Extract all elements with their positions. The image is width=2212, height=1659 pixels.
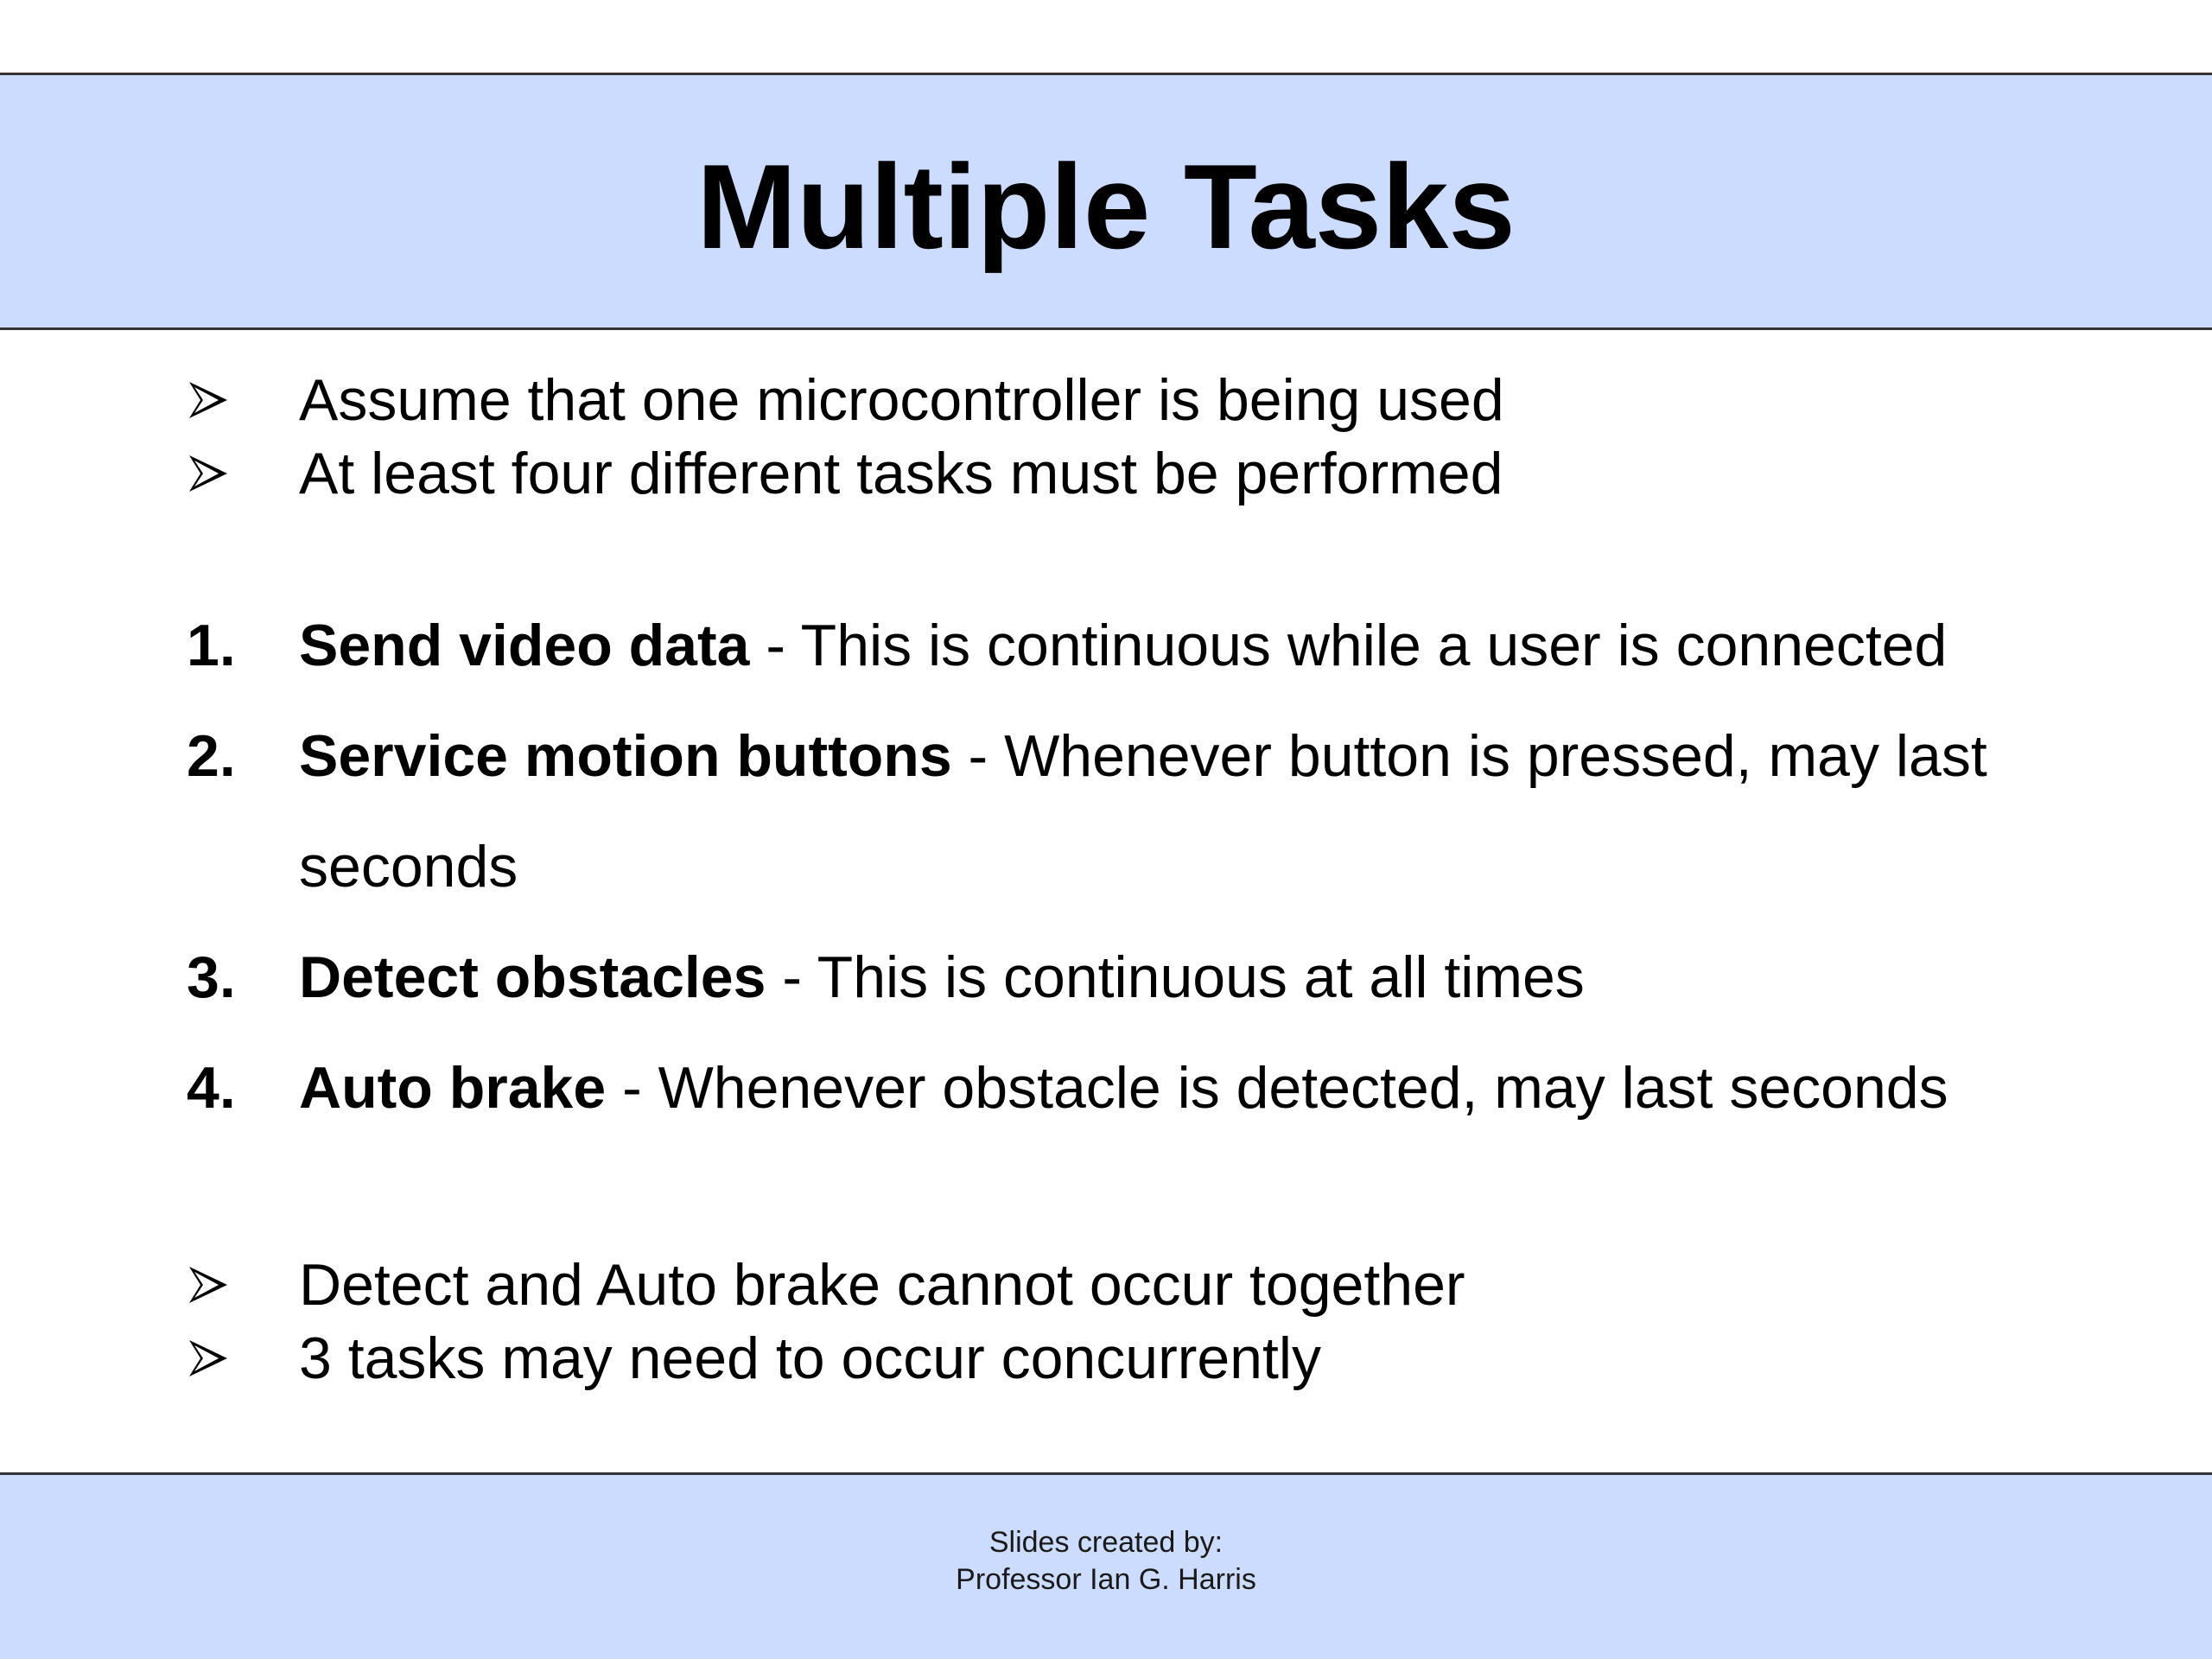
bullet-text: 3 tasks may need to occur concurrently [299,1325,1321,1391]
task-number: 1. [187,613,236,678]
task-name: Service motion buttons [299,723,952,789]
task-text [299,943,1585,1012]
task-text [299,611,1947,680]
task-description-continuation: seconds [299,834,518,899]
arrowhead-bullet-icon [187,1337,230,1380]
arrowhead-bullet-icon [187,452,230,495]
task-description: - This is continuous while a user is connected [749,613,1948,678]
task-text [299,721,1987,791]
task-number: 4. [187,1055,236,1121]
task-name: Send video data [299,613,750,678]
bullet-text: At least four different tasks must be performed [299,441,1503,506]
task-text [299,1053,1948,1122]
task-name: Detect obstacles [299,944,766,1010]
arrowhead-bullet-icon [187,378,230,422]
bullet-text: Detect and Auto brake cannot occur together [299,1252,1465,1318]
bullet-text: Assume that one microcontroller is being used [299,367,1504,433]
task-name: Auto brake [299,1055,607,1121]
task-description: - This is continuous at all times [766,944,1585,1010]
footer-credit-label: Slides created by: [988,1526,1224,1559]
task-description: - Whenever obstacle is detected, may last seconds [606,1055,1948,1121]
task-description: - Whenever button is pressed, may last [951,723,1987,789]
task-number: 2. [187,723,236,789]
footer-credit-author: Professor Ian G. Harris [956,1563,1256,1596]
slide-title: Multiple Tasks [696,140,1516,274]
task-number: 3. [187,944,236,1010]
arrowhead-bullet-icon [187,1263,230,1306]
